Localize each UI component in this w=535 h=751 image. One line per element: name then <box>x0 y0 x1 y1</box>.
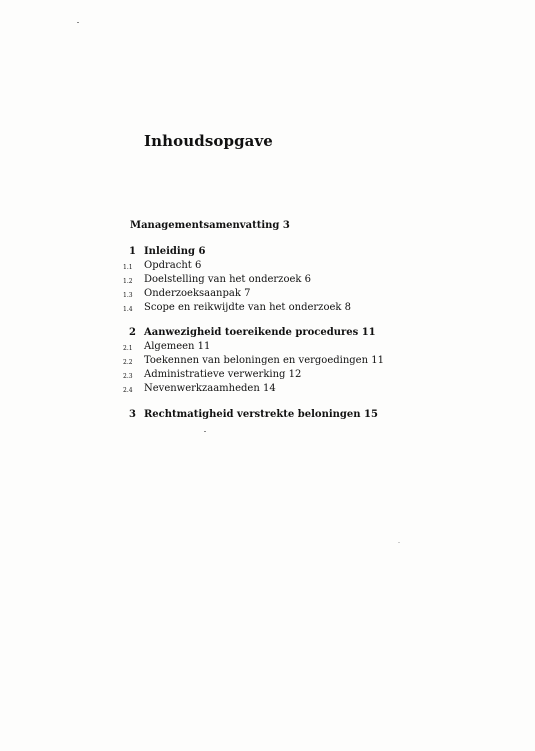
toc-section-text: Doelstelling van het onderzoek 6 <box>144 274 311 285</box>
page-title: Inhoudsopgave <box>144 132 273 150</box>
toc-chapter-number: 3 <box>129 409 136 420</box>
toc-chapter-text: Aanwezigheid toereikende procedures 11 <box>144 327 376 338</box>
toc-section-number: 2.4 <box>123 387 133 394</box>
toc-section-text: Nevenwerkzaamheden 14 <box>144 383 276 394</box>
toc-chapter-text: Rechtmatigheid verstrekte beloningen 15 <box>144 409 378 420</box>
toc-summary-entry <box>130 220 290 232</box>
toc-section-number: 1.2 <box>123 278 133 285</box>
scan-speck <box>204 431 206 432</box>
toc-section-text: Toekennen van beloningen en vergoedingen 11 <box>144 355 384 366</box>
toc-section-text: Scope en reikwijdte van het onderzoek 8 <box>144 302 351 313</box>
scan-speck <box>77 22 79 23</box>
toc-section-text: Opdracht 6 <box>144 260 202 271</box>
toc-section-number: 2.1 <box>123 345 133 352</box>
scan-speck <box>398 542 400 543</box>
toc-summary-text: Managementsamenvatting 3 <box>130 220 290 231</box>
toc-section-text: Administratieve verwerking 12 <box>144 369 302 380</box>
toc-chapter-number: 1 <box>129 246 136 257</box>
toc-chapter-text: Inleiding 6 <box>144 246 206 257</box>
toc-section-text: Onderzoeksaanpak 7 <box>144 288 251 299</box>
toc-chapter-number: 2 <box>129 327 136 338</box>
toc-section-number: 2.3 <box>123 373 133 380</box>
toc-section-text: Algemeen 11 <box>144 341 211 352</box>
toc-section-number: 1.4 <box>123 306 133 313</box>
toc-section-number: 2.2 <box>123 359 133 366</box>
toc-section-number: 1.3 <box>123 292 133 299</box>
toc-section-number: 1.1 <box>123 264 133 271</box>
